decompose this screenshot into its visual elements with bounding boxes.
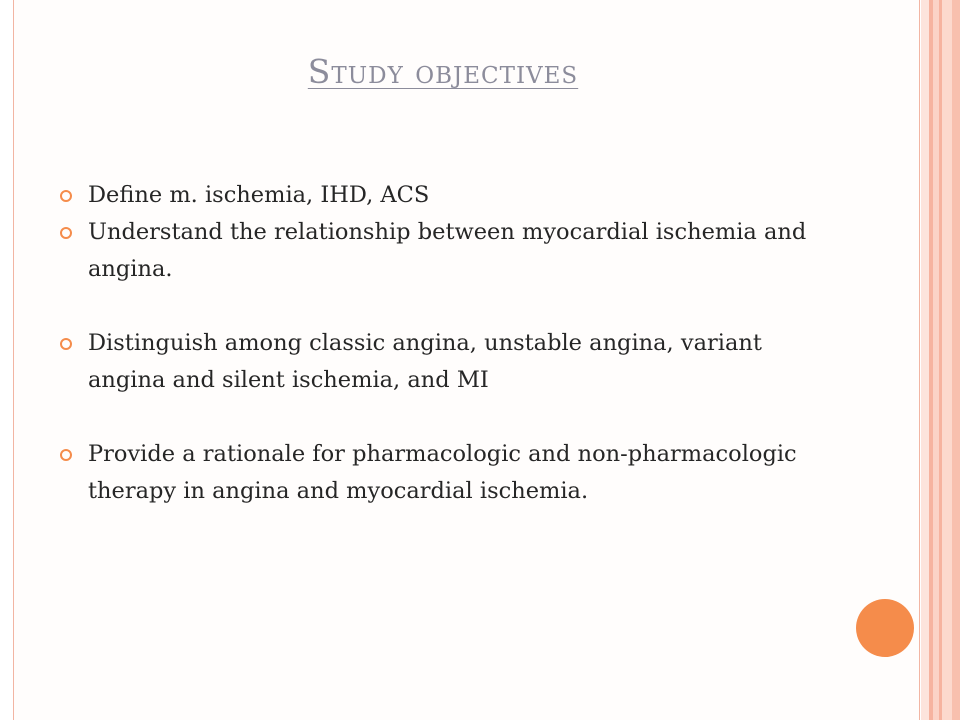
- slide-title: Study objectives: [307, 52, 579, 91]
- bullet-text: Distinguish among classic angina, unstable angina, variant angina and silent ischemia, and MI: [88, 330, 762, 393]
- bullet-text: Define m. ischemia, IHD, ACS: [88, 182, 430, 208]
- decorative-stripe: [921, 0, 929, 720]
- bullet-item: [60, 325, 830, 399]
- decorative-orange-circle: [856, 599, 914, 657]
- bullet-item: [60, 436, 830, 510]
- bullet-list: [60, 177, 830, 510]
- bullet-circle-icon: [60, 227, 72, 239]
- bullet-item: [60, 214, 830, 288]
- bullet-item: [60, 177, 830, 214]
- bullet-circle-icon: [60, 449, 72, 461]
- bullet-circle-icon: [60, 338, 72, 350]
- bullet-text: Provide a rationale for pharmacologic and non-pharmacologic therapy in angina and myocardial ischemia.: [88, 441, 797, 504]
- bullet-circle-icon: [60, 190, 72, 202]
- bullet-text: Understand the relationship between myocardial ischemia and angina.: [88, 219, 807, 282]
- decorative-stripe: [942, 0, 952, 720]
- decorative-stripe: [952, 0, 960, 720]
